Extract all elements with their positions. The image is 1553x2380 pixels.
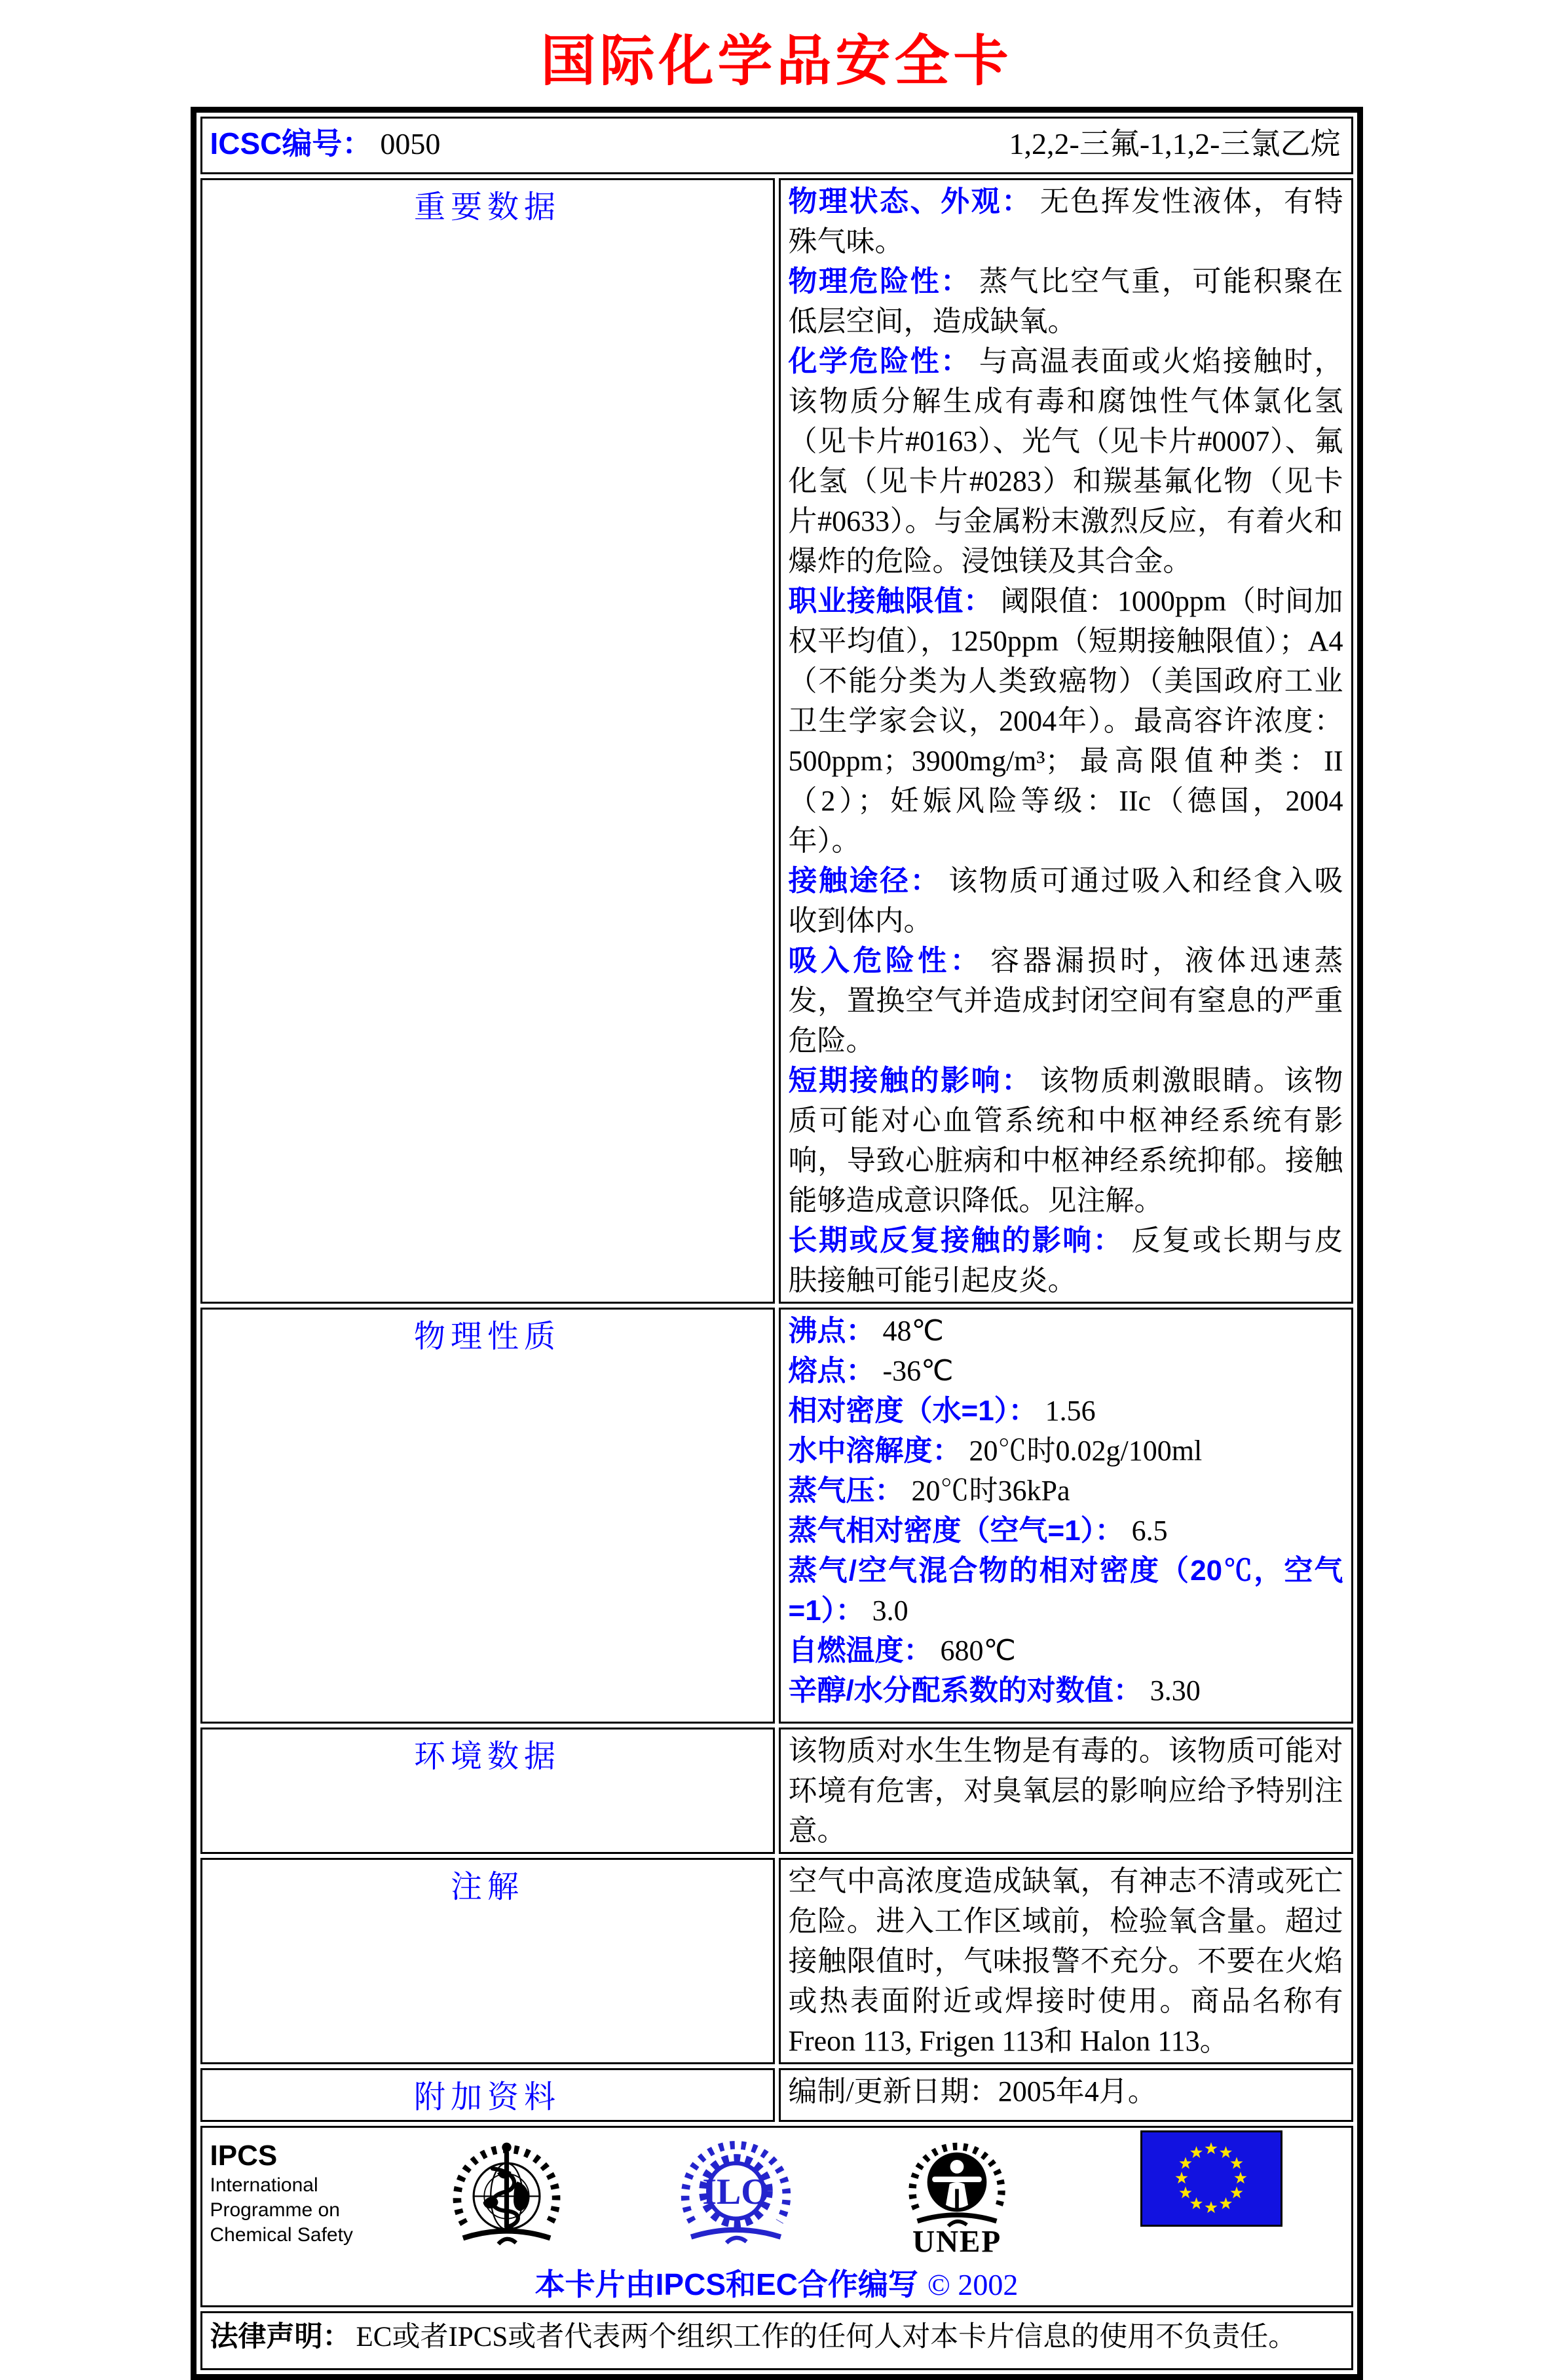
- entry-text: 容器漏损时，液体迅速蒸发，置换空气并造成封闭空间有窒息的严重危险。: [788, 945, 1343, 1057]
- entry-label: 熔点：: [788, 1355, 875, 1387]
- entry-label: 物理危险性：: [788, 265, 971, 297]
- entry-occupational-limits: [789, 581, 1343, 861]
- icsc-number-value: 0050: [380, 127, 441, 161]
- entry-text: 20℃时0.02g/100ml: [969, 1435, 1203, 1467]
- important-data-content: [779, 178, 1353, 1304]
- entry-melting-point: [789, 1351, 1343, 1391]
- entry-chemical-hazard: [789, 341, 1343, 581]
- entry-text: 反复或长期与皮肤接触可能引起皮炎。: [788, 1224, 1343, 1296]
- notes-content: [779, 1858, 1353, 2064]
- entry-vapor-density: [789, 1511, 1343, 1551]
- copyright-text: 本卡片由IPCS和EC合作编写: [534, 2267, 918, 2301]
- ipcs-acronym: IPCS: [210, 2139, 278, 2172]
- entry-label: 长期或反复接触的影响：: [788, 1224, 1124, 1256]
- entry-boiling-point: [789, 1311, 1343, 1351]
- entry-vapor-pressure: [789, 1471, 1343, 1511]
- notes-text: 空气中高浓度造成缺氧，有神志不清或死亡危险。进入工作区域前，检验氧含量。超过接触限值时，气味报警不充分。不要在火焰或热表面附近或焊接时使用。商品名称有Freon 113, Frigen 113和 Halon 113。: [788, 1865, 1343, 2057]
- entry-label: 吸入危险性：: [788, 945, 983, 977]
- section-label-notes: 注解: [200, 1858, 775, 2064]
- entry-label: 相对密度（水=1）：: [788, 1395, 1038, 1427]
- logos-row: [200, 2126, 1353, 2307]
- environmental-data-text: 该物质对水生生物是有毒的。该物质可能对环境有危害，对臭氧层的影响应给予特别注意。: [788, 1735, 1343, 1847]
- entry-label: 水中溶解度：: [788, 1435, 962, 1467]
- entry-text: 该物质刺激眼睛。该物质可能对心血管系统和中枢神经系统有影响，导致心脏病和中枢神经系统抑郁。接触能够造成意识降低。见注解。: [788, 1065, 1343, 1217]
- ilo-logo: [675, 2134, 796, 2252]
- unep-caption: UNEP: [912, 2225, 1001, 2257]
- additional-info-text: 编制/更新日期：2005年4月。: [788, 2075, 1157, 2107]
- entry-label: 自燃温度：: [788, 1634, 933, 1667]
- header-row: [200, 117, 1353, 174]
- unep-logo: [901, 2129, 1013, 2257]
- entry-physical-state: [789, 181, 1343, 261]
- entry-octanol-water-coefficient: [789, 1671, 1343, 1710]
- physical-properties-content: [779, 1308, 1353, 1724]
- entry-label: 辛醇/水分配系数的对数值：: [788, 1674, 1142, 1707]
- ipcs-line-2: Programme on: [210, 2199, 340, 2221]
- additional-info-content: [779, 2068, 1353, 2122]
- entry-text: 1.56: [1045, 1395, 1096, 1427]
- entry-text: 48℃: [882, 1315, 944, 1347]
- entry-text: 阈限值：1000ppm（时间加权平均值），1250ppm（短期接触限值）；A4（不能分类为人类致癌物）（美国政府工业卫生学家会议，2004年）。最高容许浓度：500ppm；3900mg/m³；最高限值种类：II（2）；妊娠风险等级：IIc（德国，2004年）。: [788, 585, 1343, 857]
- copyright-year: © 2002: [927, 2268, 1019, 2301]
- entry-label: 化学危险性：: [788, 345, 971, 377]
- entry-water-solubility: [789, 1431, 1343, 1471]
- entry-text: -36℃: [882, 1355, 954, 1387]
- important-data-row: [200, 178, 1353, 1304]
- entry-text: 6.5: [1131, 1515, 1168, 1547]
- legal-cell: [200, 2311, 1353, 2370]
- ipcs-line-1: International: [210, 2174, 318, 2196]
- entry-text: 无色挥发性液体，有特殊气味。: [788, 185, 1343, 257]
- entry-short-term-effects: [789, 1061, 1343, 1220]
- section-label-additional-info: 附加资料: [200, 2068, 775, 2122]
- icsc-number-label: ICSC编号：: [210, 126, 373, 161]
- entry-text: 蒸气比空气重，可能积聚在低层空间，造成缺氧。: [788, 265, 1343, 337]
- entry-long-term-effects: [789, 1220, 1343, 1300]
- copyright-line: [210, 2261, 1343, 2304]
- section-label-important-data: 重要数据: [200, 178, 775, 1304]
- entry-label: 物理状态、外观：: [788, 185, 1032, 217]
- page-title: 国际化学品安全卡: [540, 31, 1013, 92]
- icsc-number: [210, 120, 441, 163]
- entry-text: 3.30: [1150, 1674, 1201, 1707]
- entry-text: 3.0: [872, 1595, 908, 1627]
- physical-properties-row: [200, 1308, 1353, 1724]
- section-label-physical-properties: 物理性质: [200, 1308, 775, 1724]
- notes-row: [200, 1858, 1353, 2064]
- environmental-data-content: [779, 1728, 1353, 1854]
- entry-inhalation-risk: [789, 941, 1343, 1061]
- icsc-card-page: [0, 17, 1553, 2380]
- entry-text: 20℃时36kPa: [911, 1475, 1070, 1507]
- environmental-data-row: [200, 1728, 1353, 1854]
- entry-exposure-routes: [789, 861, 1343, 941]
- ipcs-text-block: [210, 2139, 377, 2248]
- entry-label: 职业接触限值：: [788, 585, 993, 617]
- entry-label: 蒸气压：: [788, 1475, 904, 1507]
- header-cell: [200, 117, 1353, 174]
- logos-cell: [200, 2126, 1353, 2307]
- ilo-letters: ILO: [702, 2171, 770, 2212]
- section-label-environmental-data: 环境数据: [200, 1728, 775, 1854]
- entry-label: 短期接触的影响：: [788, 1065, 1032, 1097]
- ipcs-line-3: Chemical Safety: [210, 2223, 353, 2246]
- additional-info-row: [200, 2068, 1353, 2122]
- entry-label: 蒸气/空气混合物的相对密度（20℃，空气=1）：: [788, 1555, 1343, 1627]
- entry-vapor-air-density: [789, 1551, 1343, 1631]
- eu-flag: [1140, 2130, 1282, 2227]
- entry-physical-hazard: [789, 261, 1343, 341]
- entry-label: 沸点：: [788, 1315, 875, 1347]
- chemical-name: 1,2,2-三氟-1,1,2-三氯乙烷: [1009, 127, 1341, 161]
- card-table: [191, 107, 1363, 2380]
- legal-row: [200, 2311, 1353, 2370]
- entry-text: 680℃: [940, 1634, 1016, 1667]
- entry-relative-density: [789, 1391, 1343, 1431]
- entry-text: 该物质可通过吸入和经食入吸收到体内。: [788, 865, 1343, 937]
- entry-text: 与高温表面或火焰接触时，该物质分解生成有毒和腐蚀性气体氯化氢（见卡片#0163）、光气（见卡片#0007）、氟化氢（见卡片#0283）和羰基氟化物（见卡片#0633）。与金属粉末激烈反应，有着火和爆炸的危险。浸蚀镁及其合金。: [788, 345, 1343, 577]
- who-logo: [446, 2134, 567, 2252]
- legal-text: EC或者IPCS或者代表两个组织工作的任何人对本卡片信息的使用不负责任。: [356, 2322, 1297, 2352]
- legal-label: 法律声明：: [210, 2321, 351, 2352]
- entry-label: 蒸气相对密度（空气=1）：: [788, 1515, 1124, 1547]
- entry-label: 接触途径：: [788, 865, 941, 897]
- entry-autoignition-temperature: [789, 1631, 1343, 1671]
